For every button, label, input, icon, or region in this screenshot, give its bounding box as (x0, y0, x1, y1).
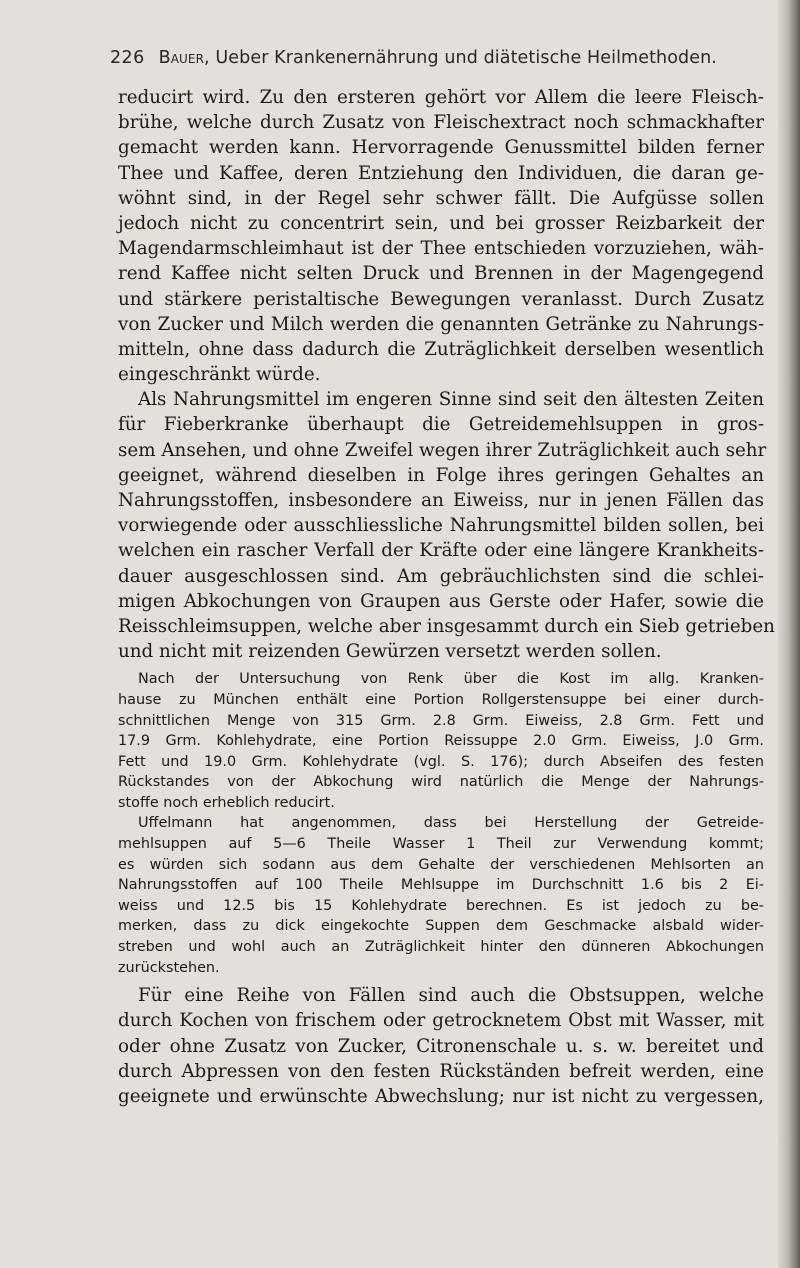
running-title: Ueber Krankenernährung und diätetische Heilmethoden. (215, 48, 717, 68)
text-line: und nicht mit reizenden Gewürzen versetzt werden sollen. (118, 641, 662, 663)
note-line: zurückstehen. (118, 959, 220, 976)
note-line: mehlsuppen auf 5—6 Theile Wasser 1 Theil zur Verwendung kommt; (118, 836, 764, 853)
text-line: von Zucker und Milch werden die genannten Getränke zu Nahrungs- (118, 313, 764, 335)
text-line: wöhnt sind, in der Regel sehr schwer fällt. Die Aufgüsse sollen (118, 187, 764, 209)
note-line: hause zu München enthält eine Portion Rollgerstensuppe bei einer durch- (118, 691, 764, 708)
text-line: gemacht werden kann. Hervorragende Genussmittel bilden ferner (118, 137, 764, 159)
text-line: geeignet, während dieselben in Folge ihres geringen Gehaltes an (118, 464, 764, 486)
note-renk (118, 669, 764, 813)
note-line: 17.9 Grm. Kohlehydrate, eine Portion Reissuppe 2.0 Grm. Eiweiss, J.0 Grm. (118, 733, 764, 750)
text-line: brühe, welche durch Zusatz von Fleischextract noch schmackhafter (118, 112, 764, 134)
text-line: und stärkere peristaltische Bewegungen veranlasst. Durch Zusatz (118, 288, 764, 310)
text-line: dauer ausgeschlossen sind. Am gebräuchlichsten sind die schlei- (118, 565, 764, 587)
text-line: Magendarmschleimhaut ist der Thee entschieden vorzuziehen, wäh- (118, 238, 764, 260)
note-line: Nahrungsstoffen auf 100 Theile Mehlsuppe im Durchschnitt 1.6 bis 2 Ei- (118, 877, 764, 894)
note-line: weiss und 12.5 bis 15 Kohlehydrate berechnen. Es ist jedoch zu be- (118, 897, 764, 914)
note-line: Uffelmann hat angenommen, dass bei Herstellung der Getreide- (138, 815, 764, 832)
text-line: Reisschleimsuppen, welche aber insgesammt durch ein Sieb getrieben (118, 615, 775, 637)
text-line: Für eine Reihe von Fällen sind auch die Obstsuppen, welche (138, 985, 764, 1007)
text-line: mitteln, ohne dass dadurch die Zuträglichkeit derselben wesentlich (118, 338, 764, 360)
paragraph-genussmittel (118, 85, 764, 387)
running-header (110, 48, 764, 68)
note-uffelmann (118, 813, 764, 978)
note-line: stoffe noch erheblich reducirt. (118, 794, 335, 811)
paragraph-obstsuppen (118, 983, 764, 1109)
text-line: reducirt wird. Zu den ersteren gehört vor Allem die leere Fleisch- (118, 87, 764, 108)
text-line: welchen ein rascher Verfall der Kräfte oder eine längere Krankheits- (118, 540, 764, 562)
text-line: geeignete und erwünschte Abwechslung; nur ist nicht zu vergessen, (118, 1085, 764, 1107)
text-line: eingeschränkt würde. (118, 364, 321, 386)
text-line: oder ohne Zusatz von Zucker, Citronenschale u. s. w. bereitet und (118, 1035, 764, 1057)
paragraph-getreidemehlsuppen (118, 387, 775, 664)
scan-binding-edge (778, 0, 800, 1268)
note-line: merken, dass zu dick eingekochte Suppen dem Geschmacke alsbald wider- (118, 918, 764, 935)
text-line: Thee und Kaffee, deren Entziehung den Individuen, die daran ge- (118, 162, 764, 184)
note-line: Nach der Untersuchung von Renk über die Kost im allg. Kranken- (138, 671, 764, 688)
text-line: vorwiegende oder ausschliessliche Nahrungsmittel bilden sollen, bei (118, 515, 764, 537)
text-line: jedoch nicht zu concentrirt sein, und bei grosser Reizbarkeit der (118, 212, 764, 234)
text-line: für Fieberkranke überhaupt die Getreidemehlsuppen in gros- (118, 414, 764, 436)
body-text (118, 85, 775, 1109)
text-line: durch Kochen von frischem oder getrocknetem Obst mit Wasser, mit (118, 1010, 764, 1032)
page-number: 226 (110, 48, 145, 68)
text-line: Als Nahrungsmittel im engeren Sinne sind seit den ältesten Zeiten (138, 389, 764, 411)
note-line: streben und wohl auch an Zuträglichkeit hinter den dünneren Abkochungen (118, 939, 764, 956)
running-author: Bauer, (158, 48, 210, 68)
book-page (110, 48, 775, 1109)
note-line: Rückstandes von der Abkochung wird natürlich die Menge der Nahrungs- (118, 774, 764, 791)
text-line: Nahrungsstoffen, insbesondere an Eiweiss, nur in jenen Fällen das (118, 490, 764, 511)
text-line: sem Ansehen, und ohne Zweifel wegen ihrer Zuträglichkeit auch sehr (118, 439, 767, 461)
text-line: durch Abpressen von den festen Rückständen befreit werden, eine (118, 1060, 764, 1082)
note-line: Fett und 19.0 Grm. Kohlehydrate (vgl. S. 176); durch Abseifen des festen (118, 753, 764, 770)
note-line: es würden sich sodann aus dem Gehalte der verschiedenen Mehlsorten an (118, 856, 764, 873)
note-line: schnittlichen Menge von 315 Grm. 2.8 Grm. Eiweiss, 2.8 Grm. Fett und (118, 712, 764, 729)
text-line: rend Kaffee nicht selten Druck und Brennen in der Magengegend (118, 263, 764, 285)
text-line: migen Abkochungen von Graupen aus Gerste oder Hafer, sowie die (118, 590, 764, 612)
